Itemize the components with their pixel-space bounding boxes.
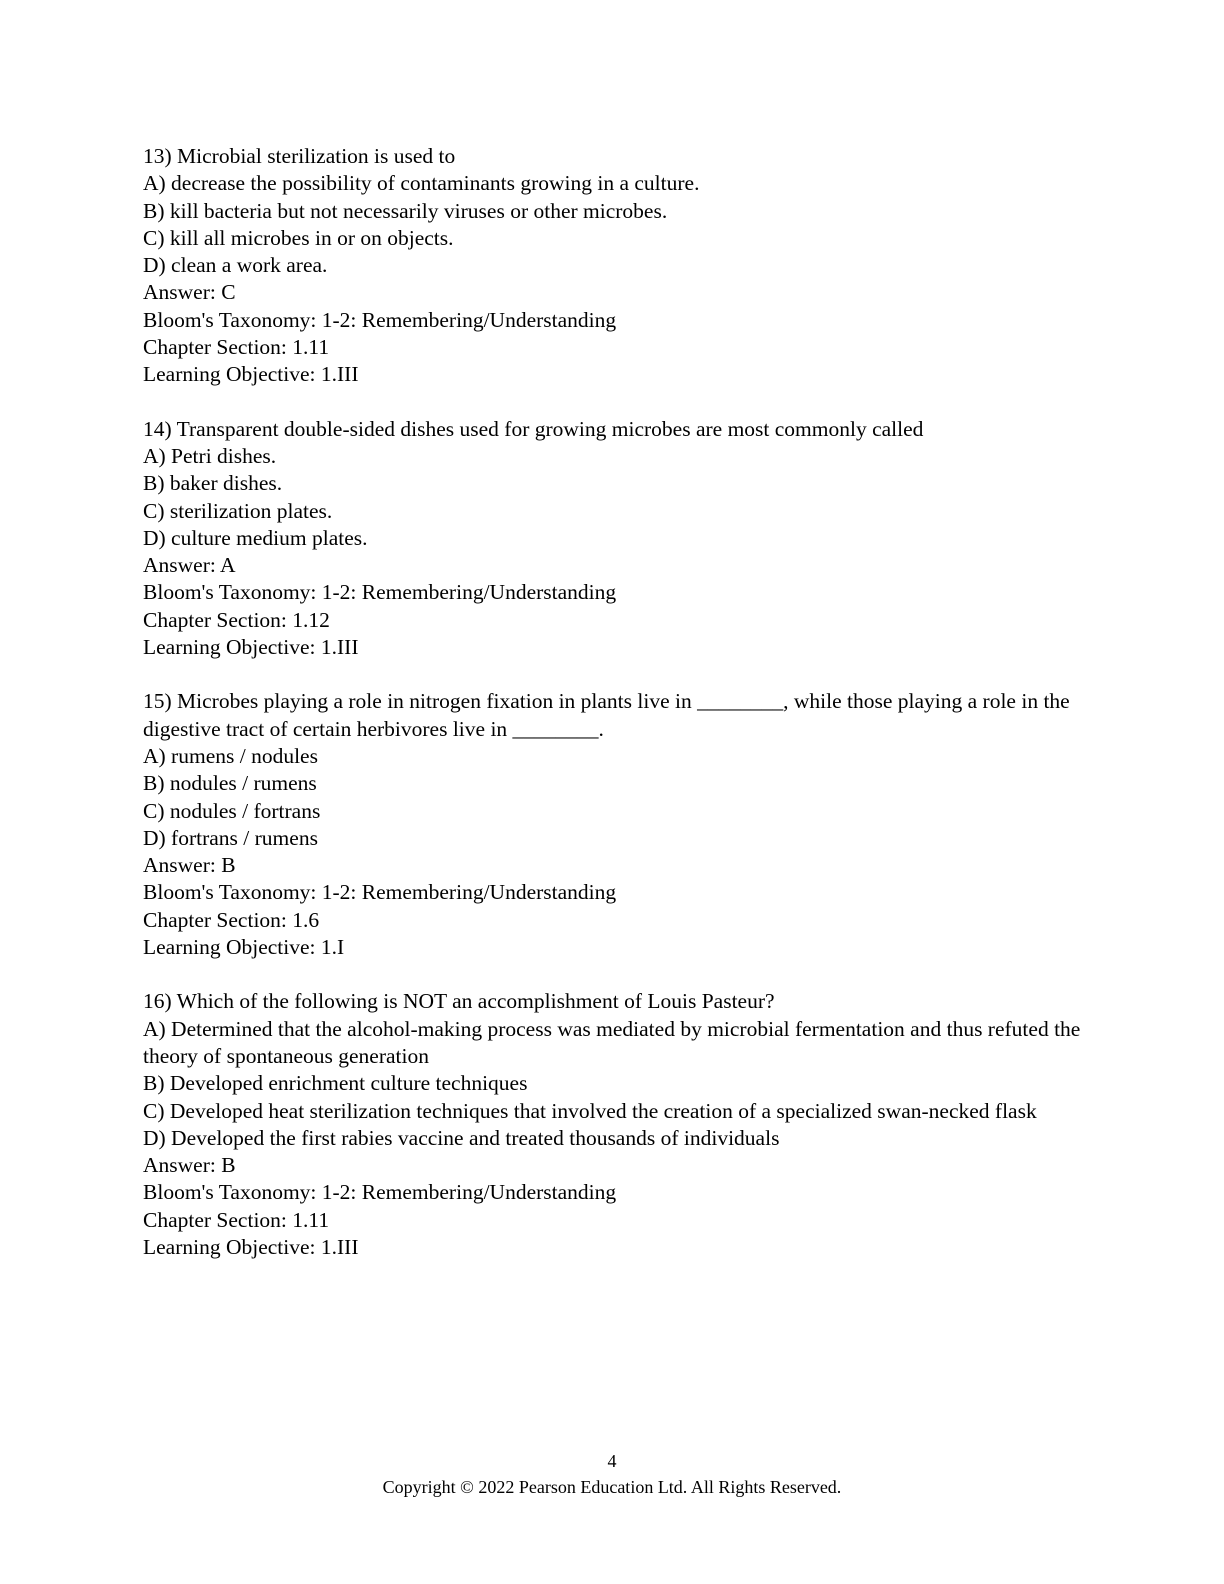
option-c: C) sterilization plates.: [143, 498, 333, 523]
option-a: A) Petri dishes.: [143, 443, 277, 468]
option-b: B) kill bacteria but not necessarily viruses or other microbes.: [143, 198, 668, 223]
question-stem: 13) Microbial sterilization is used to: [143, 144, 456, 168]
question-stem: 16) Which of the following is NOT an accomplishment of Louis Pasteur?: [143, 989, 775, 1014]
blooms-taxonomy: Bloom's Taxonomy: 1-2: Remembering/Understanding: [143, 580, 617, 605]
option-a: A) Determined that the alcohol-making process was mediated by microbial fermentation and thus refuted the theory of spontaneous generation: [143, 1016, 1081, 1068]
option-c: C) Developed heat sterilization techniques that involved the creation of a specialized swan-necked flask: [143, 1098, 1037, 1123]
question-list: [143, 143, 1083, 1288]
learning-objective: Learning Objective: 1.III: [143, 1234, 359, 1259]
blooms-taxonomy: Bloom's Taxonomy: 1-2: Remembering/Understanding: [143, 1180, 617, 1205]
question-15: [143, 688, 1083, 961]
chapter-section: Chapter Section: 1.12: [143, 607, 330, 632]
learning-objective: Learning Objective: 1.I: [143, 935, 345, 960]
question-16: [143, 988, 1083, 1261]
learning-objective: Learning Objective: 1.III: [143, 635, 359, 660]
question-stem: 15) Microbes playing a role in nitrogen fixation in plants live in ________, while those playing a role in the digestive tract of certain herbivores live in ________.: [143, 689, 1070, 741]
chapter-section: Chapter Section: 1.6: [143, 907, 320, 932]
question-stem: 14) Transparent double-sided dishes used for growing microbes are most commonly called: [143, 416, 924, 441]
chapter-section: Chapter Section: 1.11: [143, 335, 330, 360]
answer: Answer: C: [143, 280, 236, 305]
option-c: C) kill all microbes in or on objects.: [143, 225, 454, 250]
answer: Answer: A: [143, 553, 236, 578]
question-13: [143, 143, 1083, 389]
answer: Answer: B: [143, 853, 236, 878]
question-14: [143, 416, 1083, 662]
option-a: A) decrease the possibility of contaminants growing in a culture.: [143, 171, 700, 196]
answer: Answer: B: [143, 1153, 236, 1178]
chapter-section: Chapter Section: 1.11: [143, 1207, 330, 1232]
blooms-taxonomy: Bloom's Taxonomy: 1-2: Remembering/Understanding: [143, 307, 617, 332]
option-b: B) Developed enrichment culture techniques: [143, 1071, 528, 1096]
option-c: C) nodules / fortrans: [143, 798, 321, 823]
option-d: D) Developed the first rabies vaccine and treated thousands of individuals: [143, 1125, 780, 1150]
learning-objective: Learning Objective: 1.III: [143, 362, 359, 387]
blooms-taxonomy: Bloom's Taxonomy: 1-2: Remembering/Understanding: [143, 880, 617, 905]
page-number: 4: [607, 1451, 617, 1471]
copyright-notice: Copyright © 2022 Pearson Education Ltd. All Rights Reserved.: [382, 1477, 842, 1497]
option-a: A) rumens / nodules: [143, 743, 318, 768]
option-d: D) fortrans / rumens: [143, 825, 318, 850]
option-d: D) culture medium plates.: [143, 525, 368, 550]
option-b: B) nodules / rumens: [143, 771, 317, 796]
option-d: D) clean a work area.: [143, 253, 328, 278]
option-b: B) baker dishes.: [143, 471, 283, 496]
